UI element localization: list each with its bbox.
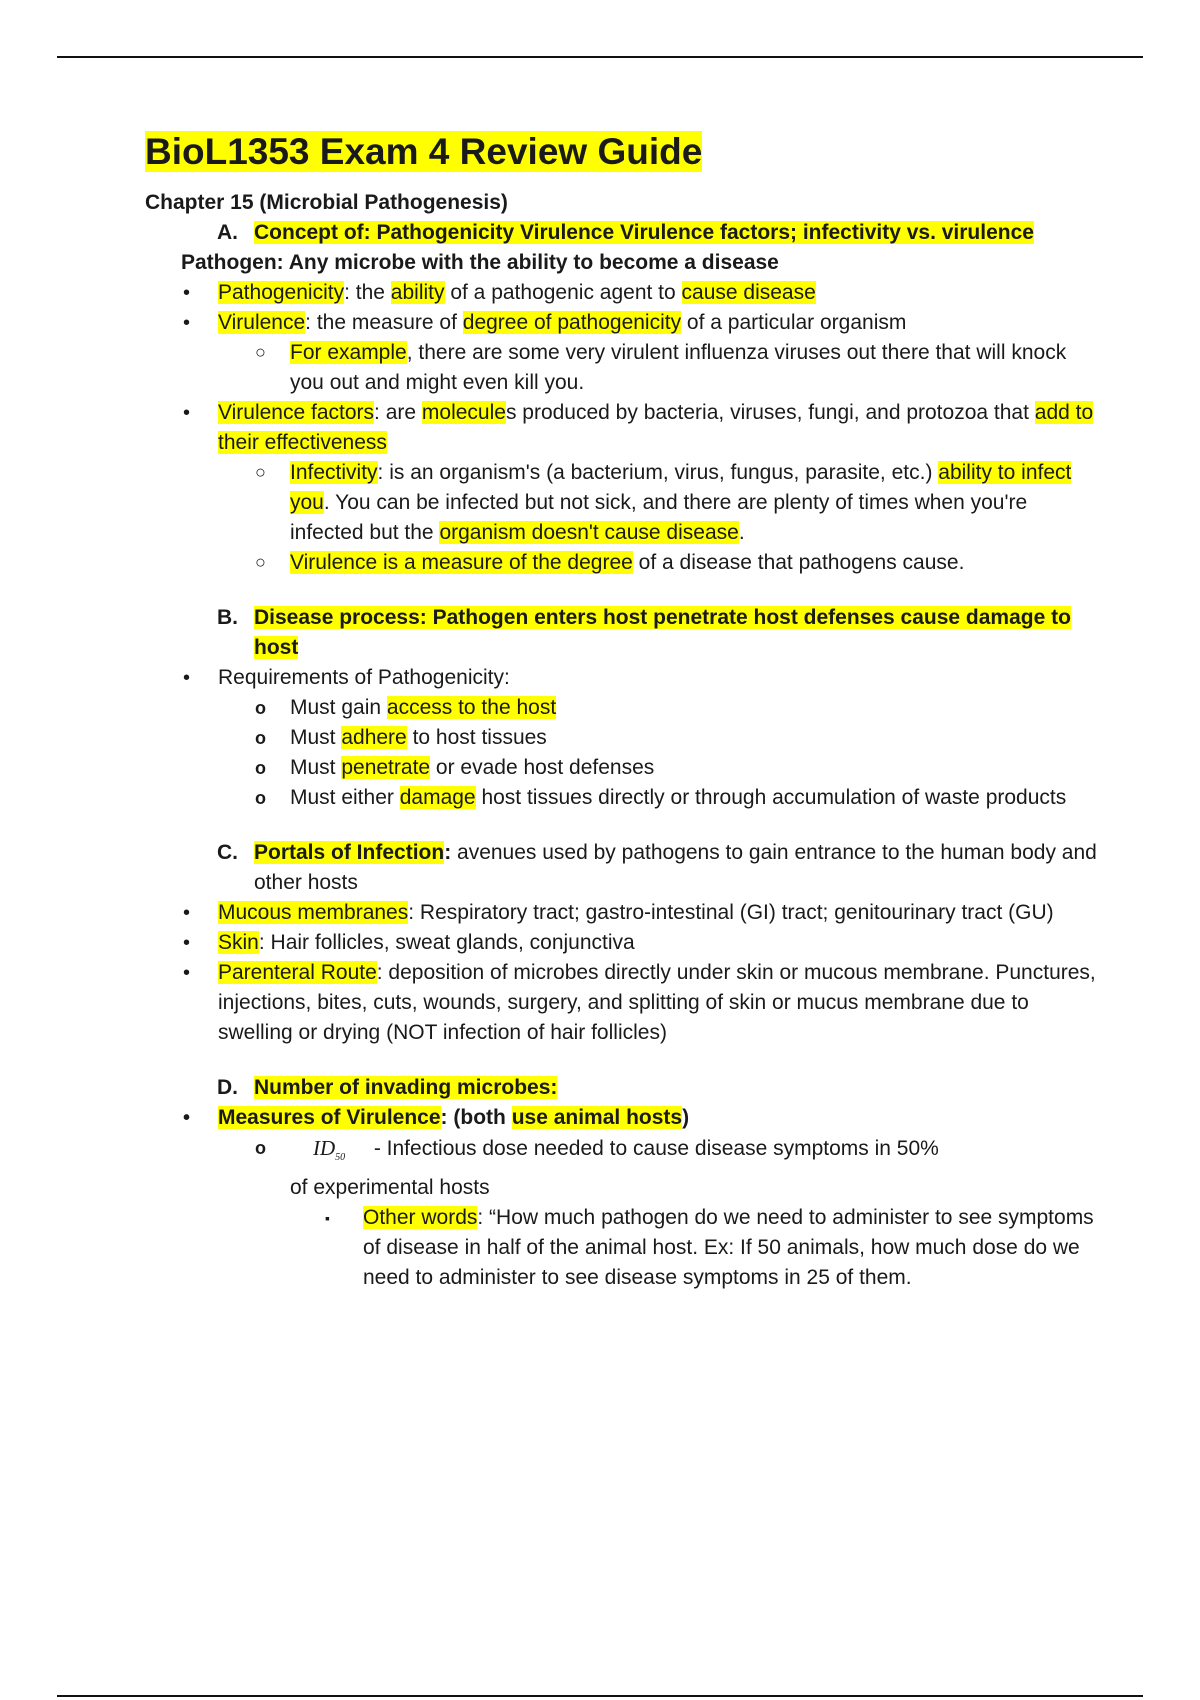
circle-marker: ○ [255,342,266,362]
pathogen-definition: Pathogen: Any microbe with the ability to become a disease [181,251,779,274]
bullet-parenteral [145,958,1105,1048]
term-highlight: Pathogenicity [218,281,345,304]
highlight: Virulence is a measure of the degree [290,551,633,574]
highlight: add to their effectiveness [218,401,1094,454]
text: Must gain [290,696,387,719]
document-body [145,128,1105,1293]
highlight: For example [290,341,407,364]
bold-circle-marker: o [255,758,266,778]
section-c-heading [145,838,1105,898]
bullet-marker: • [183,902,191,924]
section-a-heading [145,218,1105,248]
term-highlight: Virulence [218,311,306,334]
section-letter: D. [217,1076,238,1099]
term-highlight: Virulence factors [218,401,375,424]
spacer [145,813,1105,838]
bullet-pathogenicity [145,278,1105,308]
text: , there are some very virulent influenza viruses out there that will knock you out and might even kill you. [290,341,1067,394]
bullet-marker: • [183,312,191,334]
bullet-marker: • [183,962,191,984]
highlight: molecule [421,401,506,424]
text: : deposition of microbes directly under skin or mucous membrane. Punctures, injections, bites, cuts, wounds, surgery, and splitting of skin or mucus membrane due to swelling or drying (NOT infection of hair follicles) [218,961,1096,1044]
spacer [145,1048,1105,1073]
bullet-mucous [145,898,1105,928]
term-highlight: Infectivity [290,461,378,484]
highlight: penetrate [341,756,431,779]
highlight: adhere [341,726,407,749]
text: or evade host defenses [430,756,655,779]
text: - Infectious dose needed to cause disease symptoms in 50% [368,1137,939,1160]
highlight: use animal hosts [511,1106,683,1129]
bullet-marker: • [183,667,191,689]
highlight: damage [399,786,476,809]
bullet-virulence-factors [145,398,1105,458]
text: . You can be infected but not sick, and there are plenty of times when you're infected but the [290,491,1028,544]
text: . [738,521,745,544]
text: of a particular organism [681,311,907,334]
id-text: ID [313,1136,336,1160]
section-d-title: Number of invading microbes: [254,1076,558,1099]
requirement-item [145,693,1105,723]
sub-bullet-virulence-measure [145,548,1105,578]
text: : [444,841,452,864]
text: : “How much pathogen do we need to administer to see symptoms of disease in half of the animal host. Ex: If 50 animals, how much dose do we need to administer to see disease symptoms in 25 of them. [363,1206,1094,1290]
term-highlight: Measures of Virulence [218,1106,441,1129]
bullet-requirements [145,663,1105,693]
bold-circle-marker: o [255,728,266,748]
spacer [145,578,1105,603]
text: s produced by bacteria, viruses, fungi, and protozoa that [505,401,1035,424]
sub-bullet-infectivity [145,458,1105,548]
text: of experimental hosts [290,1176,490,1200]
section-b-heading [145,603,1105,663]
text: Requirements of Pathogenicity: [218,666,510,689]
requirement-item [145,783,1105,813]
square-marker: ▪ [325,1210,330,1227]
bullet-virulence [145,308,1105,338]
bullet-skin [145,928,1105,958]
text: : are [374,401,422,424]
section-c-title: Portals of Infection [254,841,445,864]
text: Must [290,726,342,749]
section-d-heading [145,1073,1105,1103]
highlight: organism doesn't cause disease [439,521,739,544]
title-highlight: BioL1353 Exam 4 Review Guide [145,131,703,172]
highlight: ability to infect you [290,461,1072,514]
circle-marker: ○ [255,462,266,482]
bold-circle-marker: o [255,698,266,718]
section-a-title: Concept of: Pathogenicity Virulence Virulence factors; infectivity vs. virulence [254,221,1034,244]
bottom-rule [57,1695,1143,1697]
text: to host tissues [406,726,547,749]
text: : (both [440,1106,512,1129]
sub-bullet-example [145,338,1105,398]
requirement-item [145,753,1105,783]
id50-symbol [290,1133,368,1173]
section-letter: C. [217,841,238,864]
text: : the measure of [305,311,463,334]
highlight: ability [390,281,445,304]
bullet-marker: • [183,932,191,954]
text: : is an organism's (a bacterium, virus, fungus, parasite, etc.) [377,461,939,484]
section-letter: B. [217,606,238,629]
section-b-title: Disease process: Pathogen enters host penetrate host defenses cause damage to host [254,606,1071,659]
term-highlight: Mucous membranes [218,901,409,924]
section-c-description: avenues used by pathogens to gain entrance to the human body and other hosts [254,841,1097,894]
sub-bullet-id50 [145,1133,1105,1203]
term-highlight: Other words [363,1206,478,1230]
text: : the [344,281,391,304]
bullet-marker: • [183,282,191,304]
text: Must either [290,786,400,809]
text: : Respiratory tract; gastro-intestinal (GI) tract; genitourinary tract (GU) [408,901,1054,924]
text: of a pathogenic agent to [444,281,682,304]
text: host tissues directly or through accumulation of waste products [475,786,1067,809]
text: of a disease that pathogens cause. [632,551,965,574]
highlight: degree of pathogenicity [462,311,682,334]
bullet-marker: • [183,1107,191,1129]
text: : Hair follicles, sweat glands, conjunctiva [258,931,635,954]
requirement-item [145,723,1105,753]
bold-circle-marker: o [255,1138,266,1158]
page-title [145,128,1105,176]
term-highlight: Skin [218,931,259,954]
circle-marker: ○ [255,552,266,572]
bold-circle-marker: o [255,788,266,808]
text: ) [682,1106,690,1129]
sub-sub-bullet-other-words [145,1203,1105,1293]
text: Must [290,756,342,779]
chapter-heading: Chapter 15 (Microbial Pathogenesis) [145,191,508,214]
term-highlight: Parenteral Route [218,961,377,984]
highlight: access to the host [386,696,557,719]
top-rule [57,56,1143,58]
id-subscript: 50 [335,1152,346,1164]
bullet-marker: • [183,402,191,424]
highlight: cause disease [681,281,816,304]
section-letter: A. [217,221,238,244]
bullet-measures [145,1103,1105,1133]
